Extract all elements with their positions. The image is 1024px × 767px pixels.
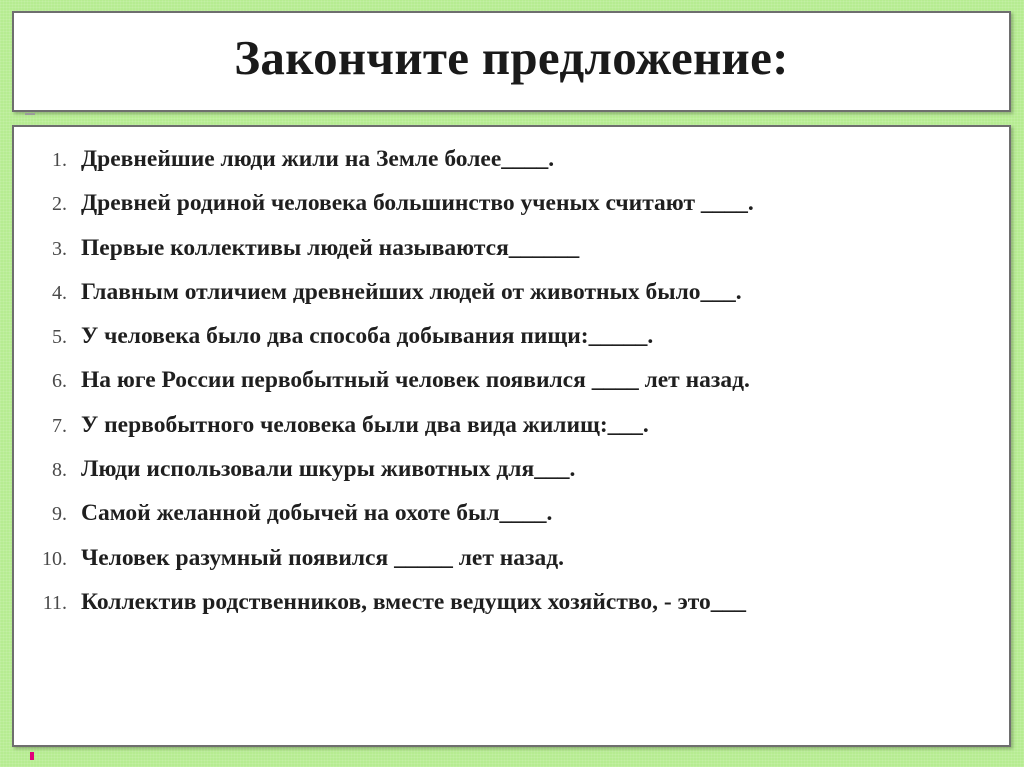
sentence-list (14, 137, 1009, 624)
list-item (14, 137, 1009, 181)
item-text: Коллектив родственников, вместе ведущих хозяйство, - это___ (81, 588, 747, 615)
item-number: 1. (52, 149, 67, 171)
item-number: 8. (52, 459, 67, 482)
list-item (14, 181, 1009, 225)
decorative-mark (30, 752, 34, 760)
item-number: 4. (52, 281, 67, 304)
item-text: Древнейшие люди жили на Земле более____. (81, 146, 555, 172)
list-item (14, 403, 1009, 447)
item-text: У первобытного человека были два вида жилищ:___. (81, 411, 649, 438)
item-text: На юге России первобытный человек появился ____ лет назад. (81, 367, 750, 394)
item-number: 7. (52, 414, 67, 437)
title-panel (12, 11, 1011, 112)
item-text: У человека было два способа добывания пищи:_____. (81, 323, 654, 350)
item-number: 2. (52, 193, 67, 216)
slide-title: Закончите предложение: (234, 30, 789, 85)
item-number: 6. (52, 370, 67, 393)
list-item (14, 358, 1009, 402)
item-number: 9. (52, 503, 67, 526)
item-number: 5. (52, 326, 67, 349)
list-item (14, 491, 1009, 535)
item-text: Люди использовали шкуры животных для___. (81, 456, 576, 483)
item-text: Древней родиной человека большинство ученых считают ____. (81, 190, 754, 217)
list-item (14, 226, 1009, 270)
list-item (14, 314, 1009, 358)
item-text: Первые коллективы людей называются______ (81, 234, 580, 261)
item-number: 10. (42, 547, 67, 570)
content-panel (12, 125, 1011, 747)
item-text: Человек разумный появился _____ лет назад. (81, 544, 564, 571)
item-text: Самой желанной добычей на охоте был____. (81, 500, 553, 527)
list-item (14, 580, 1009, 624)
decorative-mark (25, 113, 35, 115)
item-text: Главным отличием древнейших людей от животных было___. (81, 278, 742, 305)
list-item (14, 270, 1009, 314)
list-item (14, 447, 1009, 491)
list-item (14, 536, 1009, 580)
item-number: 3. (52, 237, 67, 260)
item-number: 11. (42, 591, 67, 614)
